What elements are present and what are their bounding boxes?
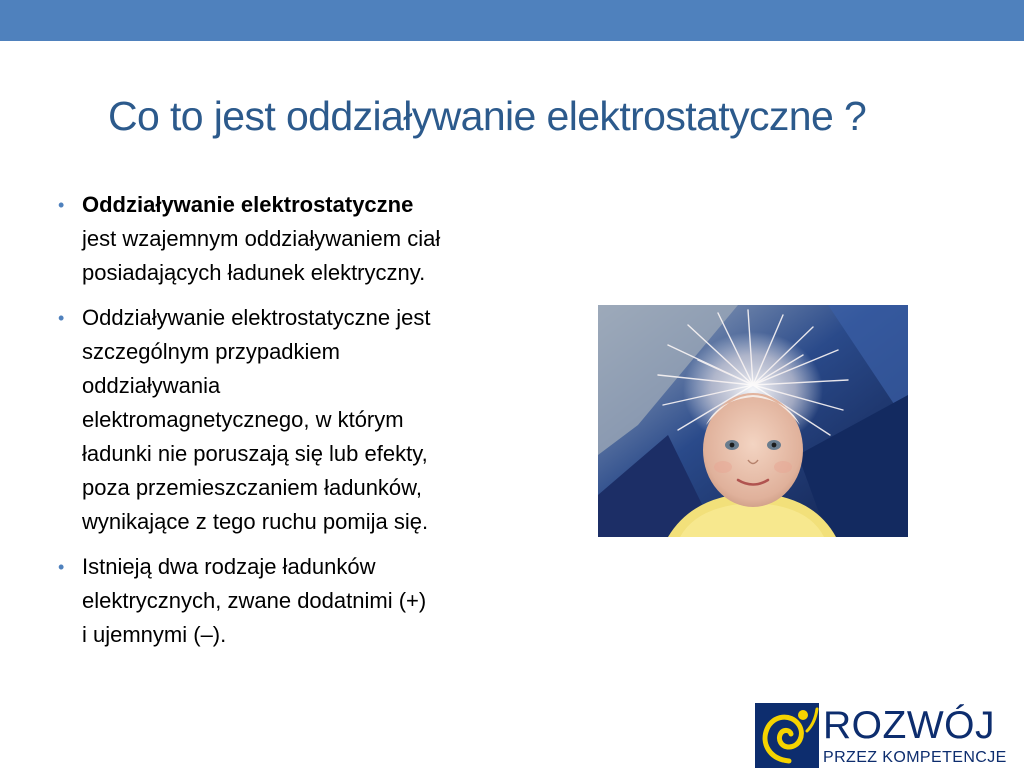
bullet-line: wynikające z tego ruchu pomija się.	[82, 509, 429, 534]
top-header-band	[0, 0, 1024, 41]
child-with-static-hair-photo	[598, 305, 908, 537]
bullet-line: elektrycznych, zwane dodatnimi (+)	[82, 588, 427, 613]
bullet-line: oddziaływania	[82, 373, 221, 398]
bullet-item	[58, 188, 558, 290]
logo	[755, 703, 1024, 768]
bullet-line: szczególnym przypadkiem	[82, 339, 340, 364]
slide-title: Co to jest oddziaływanie elektrostatyczne ?	[108, 93, 867, 139]
bullet-line: Oddziaływanie elektrostatyczne jest	[82, 305, 431, 330]
bullet-marker: •	[58, 195, 65, 215]
bullet-item	[58, 550, 558, 652]
logo-tagline: PRZEZ KOMPETENCJE	[823, 749, 1007, 766]
bullet-line: Istnieją dwa rodzaje ładunków	[82, 554, 376, 579]
bullet-item	[58, 301, 558, 539]
bullet-line: i ujemnymi (–).	[82, 622, 227, 647]
logo-wordmark: ROZWÓJ	[823, 704, 995, 747]
bullet-line: elektromagnetycznego, w którym	[82, 407, 404, 432]
bullet-line: poza przemieszczaniem ładunków,	[82, 475, 422, 500]
bullet-marker: •	[58, 308, 65, 328]
bullet-line: Oddziaływanie elektrostatyczne	[82, 192, 414, 217]
spiral-swirl-icon	[755, 703, 819, 768]
bullet-line: posiadających ładunek elektryczny.	[82, 260, 426, 285]
bullet-marker: •	[58, 557, 65, 577]
bullet-line: jest wzajemnym oddziaływaniem ciał	[82, 226, 441, 251]
bullet-line: ładunki nie poruszają się lub efekty,	[82, 441, 428, 466]
bullet-list	[58, 188, 558, 663]
